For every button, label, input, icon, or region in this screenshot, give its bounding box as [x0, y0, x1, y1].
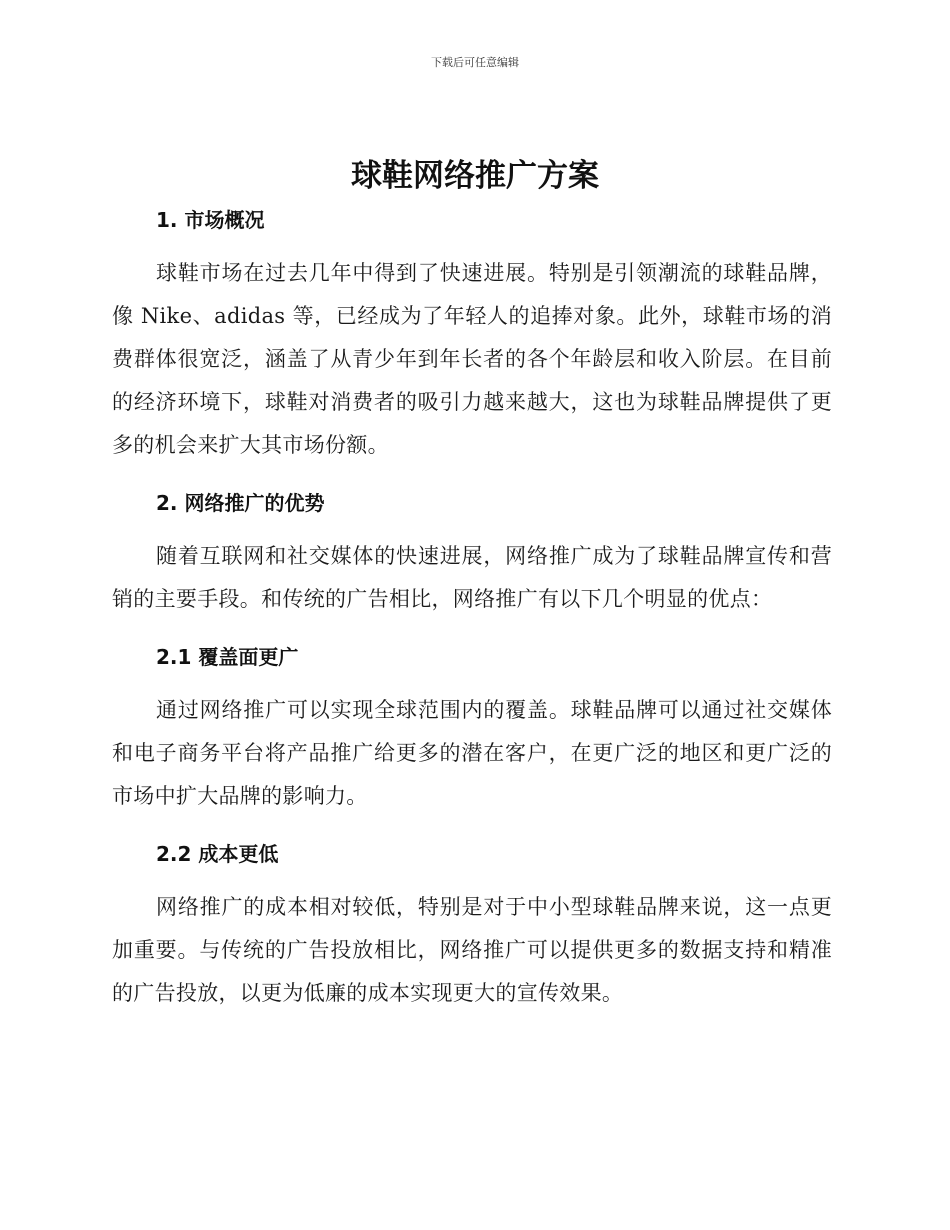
section-market-overview — [112, 200, 832, 467]
document-body — [112, 200, 832, 1031]
section-paragraph: 网络推广的成本相对较低，特别是对于中小型球鞋品牌来说，这一点更加重要。与传统的广告投放相比，网络推广可以提供更多的数据支持和精准的广告投放，以更为低廉的成本实现更大的宣传效果。 — [112, 895, 832, 1005]
document-title: 球鞋网络推广方案 — [351, 158, 599, 194]
section-heading: 1. 市场概况 — [156, 208, 265, 232]
section-paragraph: 随着互联网和社交媒体的快速进展，网络推广成为了球鞋品牌宣传和营销的主要手段。和传统的广告相比，网络推广有以下几个明显的优点： — [112, 544, 832, 611]
section-paragraph: 通过网络推广可以实现全球范围内的覆盖。球鞋品牌可以通过社交媒体和电子商务平台将产品推广给更多的潜在客户，在更广泛的地区和更广泛的市场中扩大品牌的影响力。 — [112, 698, 832, 808]
section-wider-coverage — [112, 637, 832, 818]
page-header-note: 下载后可任意编辑 — [431, 56, 519, 69]
section-heading: 2.1 覆盖面更广 — [156, 645, 299, 669]
section-online-advantages — [112, 483, 832, 621]
section-lower-cost — [112, 834, 832, 1015]
section-heading: 2. 网络推广的优势 — [156, 491, 325, 515]
section-paragraph: 球鞋市场在过去几年中得到了快速进展。特别是引领潮流的球鞋品牌，像 Nike、adidas 等，已经成为了年轻人的追捧对象。此外，球鞋市场的消费群体很宽泛，涵盖了从青少年到年长者的各个年龄层和收入阶层。在目前的经济环境下，球鞋对消费者的吸引力越来越大，这也为球鞋品牌提供了更多的机会来扩大其市场份额。 — [112, 261, 832, 457]
section-heading: 2.2 成本更低 — [156, 842, 279, 866]
